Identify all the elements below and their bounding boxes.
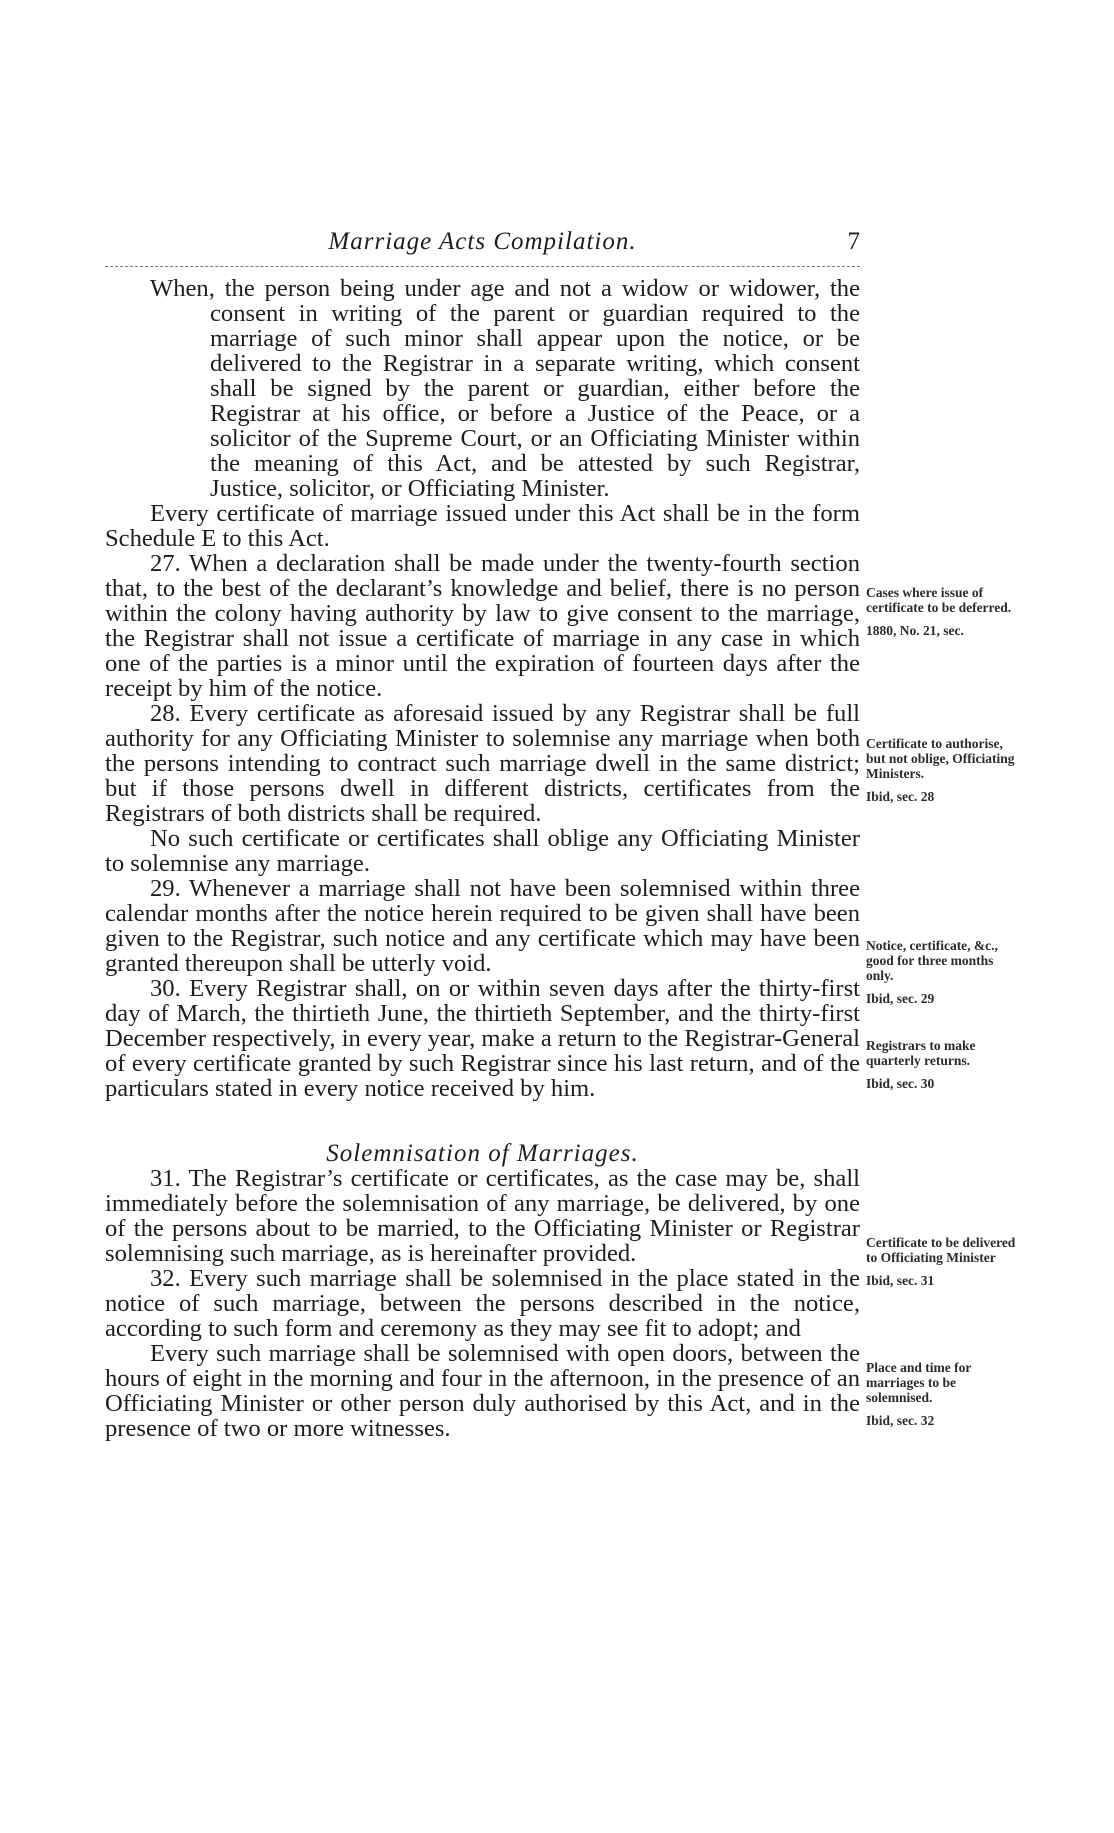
- margin-note-title: Certificate to authorise, but not oblige, Officiating Ministers.: [866, 736, 1015, 781]
- paragraph-open-doors: Every such marriage shall be solemnised with open doors, between the hours of eight in the morning and four in the afternoon, in the presence of an Officiating Minister or other person duly authorised by this Act, and in the presence of two or more witnesses.: [105, 1340, 860, 1442]
- margin-note-ref: Ibid, sec. 30: [866, 1076, 935, 1091]
- margin-note-ref: Ibid, sec. 29: [866, 991, 935, 1006]
- margin-note-section-31: [866, 1235, 1016, 1288]
- paragraph-section-29: 29. Whenever a marriage shall not have been solemnised within three calendar months after the notice herein required to be given shall have been given to the Registrar, such notice and any certificate which may have been granted thereupon shall be utterly void.: [105, 875, 860, 977]
- running-title: Marriage Acts Compilation.: [328, 228, 637, 255]
- margin-note-title: Registrars to make quarterly returns.: [866, 1038, 976, 1068]
- margin-note-section-27: [866, 585, 1016, 638]
- margin-note-section-32: [866, 1360, 1016, 1428]
- margin-note-section-30: [866, 1038, 1016, 1091]
- paragraph-section-27: 27. When a declaration shall be made under the twenty-fourth section that, to the best of the declarant’s knowledge and belief, there is no person within the colony having authority by law to give consent to the marriage, the Registrar shall not issue a certificate of marriage in any case in which one of the parties is a minor until the expiration of fourteen days after the receipt by him of the notice.: [105, 550, 860, 702]
- margin-note-title: Notice, certificate, &c., good for three months only.: [866, 938, 998, 983]
- margin-note-ref: Ibid, sec. 32: [866, 1413, 935, 1428]
- margin-note-ref: Ibid, sec. 28: [866, 789, 935, 804]
- paragraph-section-32: 32. Every such marriage shall be solemnised in the place stated in the notice of such marriage, between the persons described in the notice, according to such form and ceremony as they may see fit to adopt; and: [105, 1265, 860, 1342]
- paragraph-certificate-form: Every certificate of marriage issued under this Act shall be in the form Schedule E to this Act.: [105, 500, 860, 552]
- margin-note-title: Certificate to be delivered to Officiating Minister: [866, 1235, 1016, 1265]
- page-number: 7: [847, 228, 860, 255]
- paragraph-section-30: 30. Every Registrar shall, on or within seven days after the thirty-first day of March, the thirtieth June, the thirtieth September, and the thirty-first December respectively, in every year, make a return to the Registrar-General of every certificate granted by such Registrar since his last return, and of the particulars stated in every notice received by him.: [105, 975, 860, 1102]
- margin-note-section-28: [866, 736, 1016, 804]
- margin-note-ref: Ibid, sec. 31: [866, 1273, 935, 1288]
- margin-note-title: Cases where issue of certificate to be deferred.: [866, 585, 1012, 615]
- paragraph-consent: When, the person being under age and not a widow or widower, the consent in writing of the parent or guardian required to the marriage of such minor shall appear upon the notice, or be delivered to the Registrar in a separate writing, which consent shall be signed by the parent or guardian, either before the Registrar at his office, or before a Justice of the Peace, or a solicitor of the Supreme Court, or an Officiating Minister within the meaning of this Act, and be attested by such Registrar, Justice, solicitor, or Officiating Minister.: [150, 275, 860, 502]
- body-text: [105, 276, 860, 1441]
- margin-note-section-29: [866, 938, 1016, 1006]
- margin-note-ref: 1880, No. 21, sec.: [866, 623, 964, 638]
- header-rule: [105, 266, 860, 267]
- paragraph-section-31: 31. The Registrar’s certificate or certificates, as the case may be, shall immediately before the solemnisation of any marriage, be delivered, by one of the persons about to be married, to the Officiating Minister or Registrar solemnising such marriage, as is hereinafter provided.: [105, 1165, 860, 1267]
- paragraph-no-obligation: No such certificate or certificates shall oblige any Officiating Minister to solemnise any marriage.: [105, 825, 860, 877]
- paragraph-section-28: 28. Every certificate as aforesaid issued by any Registrar shall be full authority for any Officiating Minister to solemnise any marriage when both the persons intending to contract such marriage dwell in the same district; but if those persons dwell in different districts, certificates from the Registrars of both districts shall be required.: [105, 700, 860, 827]
- margin-note-title: Place and time for marriages to be solemnised.: [866, 1360, 972, 1405]
- page-header: [105, 228, 860, 258]
- section-heading: Solemnisation of Marriages.: [326, 1140, 639, 1167]
